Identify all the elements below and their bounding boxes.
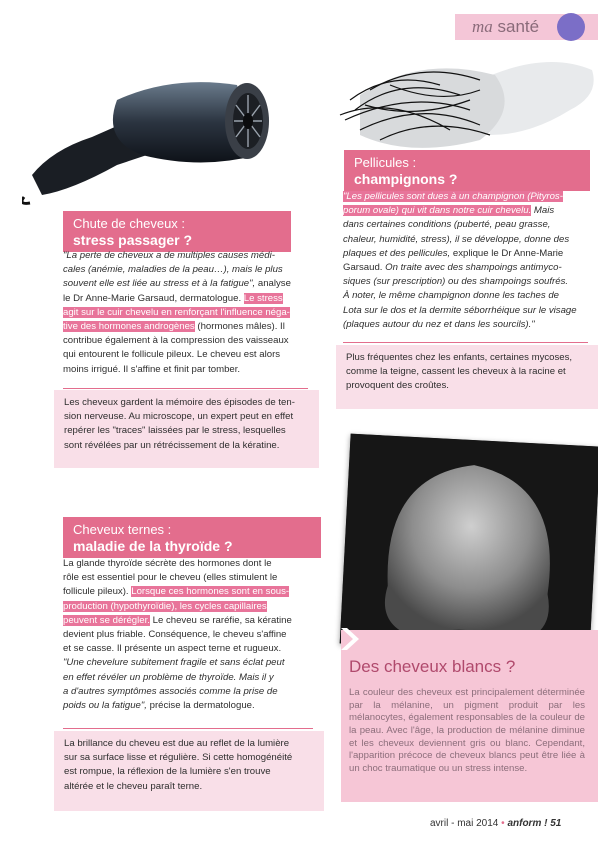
title-hair-loss-light: Chute de cheveux : [73,216,186,231]
info-box-dandruff [336,345,598,409]
highlight: peuvent se dérégler. [63,614,150,626]
text-line: sur sa surface lisse et régulière. Si cette homogénéité [64,752,293,764]
text-line: sont révélées par un rétrécissement de la kératine. [64,439,280,451]
text-line: chaleur, humidité, stress), il se développe, donne des [343,233,570,245]
text-line: est rompue, la réflexion de la lumière s'en trouve [64,766,271,778]
text-line: "La perte de cheveux a de multiples causes médi- [63,250,275,261]
highlight: production (hypothyroïdie), les cycles capillaires [63,600,267,612]
page-footer [430,818,561,829]
text-line: "Une chevelure subitement fragile et sans éclat peut [63,657,285,669]
text-line: comme la teigne, cassent les cheveux à la racine et [346,366,566,378]
text-line: a d'autres symptômes associés comme la prise de [63,685,278,697]
text-line: follicule pileux). [63,586,132,598]
highlight: "Les pellicules sont dues à un champignon (Pityros- [343,191,563,202]
highlight: porum ovale) qui vit dans notre cuir chevelu. [343,205,532,217]
text-line: On traite avec des shampoings antimyco- [385,261,562,273]
footer-bullet: • [501,818,505,829]
header-word-ma: ma [472,17,493,36]
gray-hair-portrait-photo [340,434,598,657]
text-line: sion nerveuse. Au microscope, un expert peut en effet [64,411,294,423]
title-hair-loss-bold: stress passager ? [73,231,193,248]
text-line: La glande thyroïde sécrète des hormones dont le [63,558,272,569]
title-thyroid-light: Cheveux ternes : [73,522,172,537]
body-thyroid [63,557,313,713]
title-thyroid-bold: maladie de la thyroïde ? [73,537,233,554]
text-line: siques (sur prescription) ou des shampoings soufrés. [343,276,569,288]
text-line: cales (anémie, maladies de la peau…), mais le plus [63,264,283,276]
section-header [472,14,539,40]
magazine-name: anform ! [507,818,548,829]
sidebar-body: La couleur des cheveux est principalement déterminée par la mélanine, un pigment produit par les mélanocytes, également responsables de la couleur de la peau. Avec l'âge, la production de mélanine diminue et les cheveux deviennent gris ou blanc. Cependant, l'apparition précoce de cheveux blancs peut être liée à un choc traumatique ou un stress intense. [349,687,585,774]
title-dandruff-light: Pellicules : [354,155,417,170]
text-line: souvent elle est liée au stress et à la fatigue", [63,278,256,290]
text-line: Les cheveux gardent la mémoire des épisodes de ten- [64,397,295,408]
text-line: explique le Dr Anne-Marie [450,247,564,259]
text-line: repérer les "traces" laissées par le stress, lesquelles [64,425,286,437]
header-circle-icon [557,13,585,41]
text-line: le Dr Anne-Marie Garsaud, dermatologue. [63,292,244,304]
header-word-sante: santé [497,17,540,36]
text-line: qui entourent le follicule pileux. Le cheveu est alors [63,349,281,361]
text-line: précise la dermatologue. [146,699,255,711]
highlight: tive des hormones androgènes [63,320,195,332]
title-dandruff [344,150,590,191]
text-line: et se casse. Il présente un aspect terne et rugueux. [63,643,282,655]
info-box-hair-loss [54,390,319,468]
text-line: (hormones mâles). Il [194,320,285,332]
text-line: analyse [255,278,291,290]
title-hair-loss [63,211,291,252]
text-line: Plus fréquentes chez les enfants, certaines mycoses, [346,352,573,363]
page-number: 51 [550,818,562,829]
text-line: Mais [531,205,555,217]
text-line: À noter, le même champignon donne les taches de [343,290,559,302]
text-line: Garsaud. [343,261,386,273]
text-line: poids ou la fatigue", [63,699,147,711]
info-box-thyroid [54,731,324,811]
text-line: Le cheveu se raréfie, sa kératine [149,614,292,626]
body-hair-loss [63,249,308,377]
body-dandruff [343,190,588,332]
highlight: Lorsque ces hormones sont en sous- [131,586,290,598]
highlight: Le stress [243,292,283,304]
text-line: plaques et des pellicules, [343,247,451,259]
title-thyroid [63,517,321,558]
divider [63,388,308,389]
highlight: agit sur le cuir chevelu en renforçant l'influence néga- [63,306,290,318]
issue-date: avril - mai 2014 [430,818,499,829]
text-line: rôle est essentiel pour le cheveu (elles stimulent le [63,572,278,584]
text-line: altérée et le cheveu paraît terne. [64,780,203,792]
hair-dryer-photo [22,55,282,205]
title-dandruff-bold: champignons ? [354,170,458,187]
text-line: (plaques autour du nez et dans les sourcils)." [343,318,535,330]
sidebar-title: Des cheveux blancs ? [349,657,516,676]
text-line: La brillance du cheveu est due au reflet de la lumière [64,738,290,749]
text-line: devient plus friable. Conséquence, le cheveu s'affine [63,628,287,640]
hairbrush-photo [330,40,598,160]
text-line: moins irrigué. Il s'affine et finit par tomber. [63,363,241,375]
chevron-decoration-icon [337,626,367,652]
divider [63,728,313,729]
text-line: provoquent des croûtes. [346,380,449,392]
text-line: Lota sur le dos et la dermite séborrhéique sur le visage [343,304,577,316]
text-line: contribue également à la compression des vaisseaux [63,335,289,347]
divider [343,342,588,343]
text-line: dans certaines conditions (puberté, peau grasse, [343,219,551,231]
text-line: en effet révéler un problème de thyroïde. Mais il y [63,671,274,683]
